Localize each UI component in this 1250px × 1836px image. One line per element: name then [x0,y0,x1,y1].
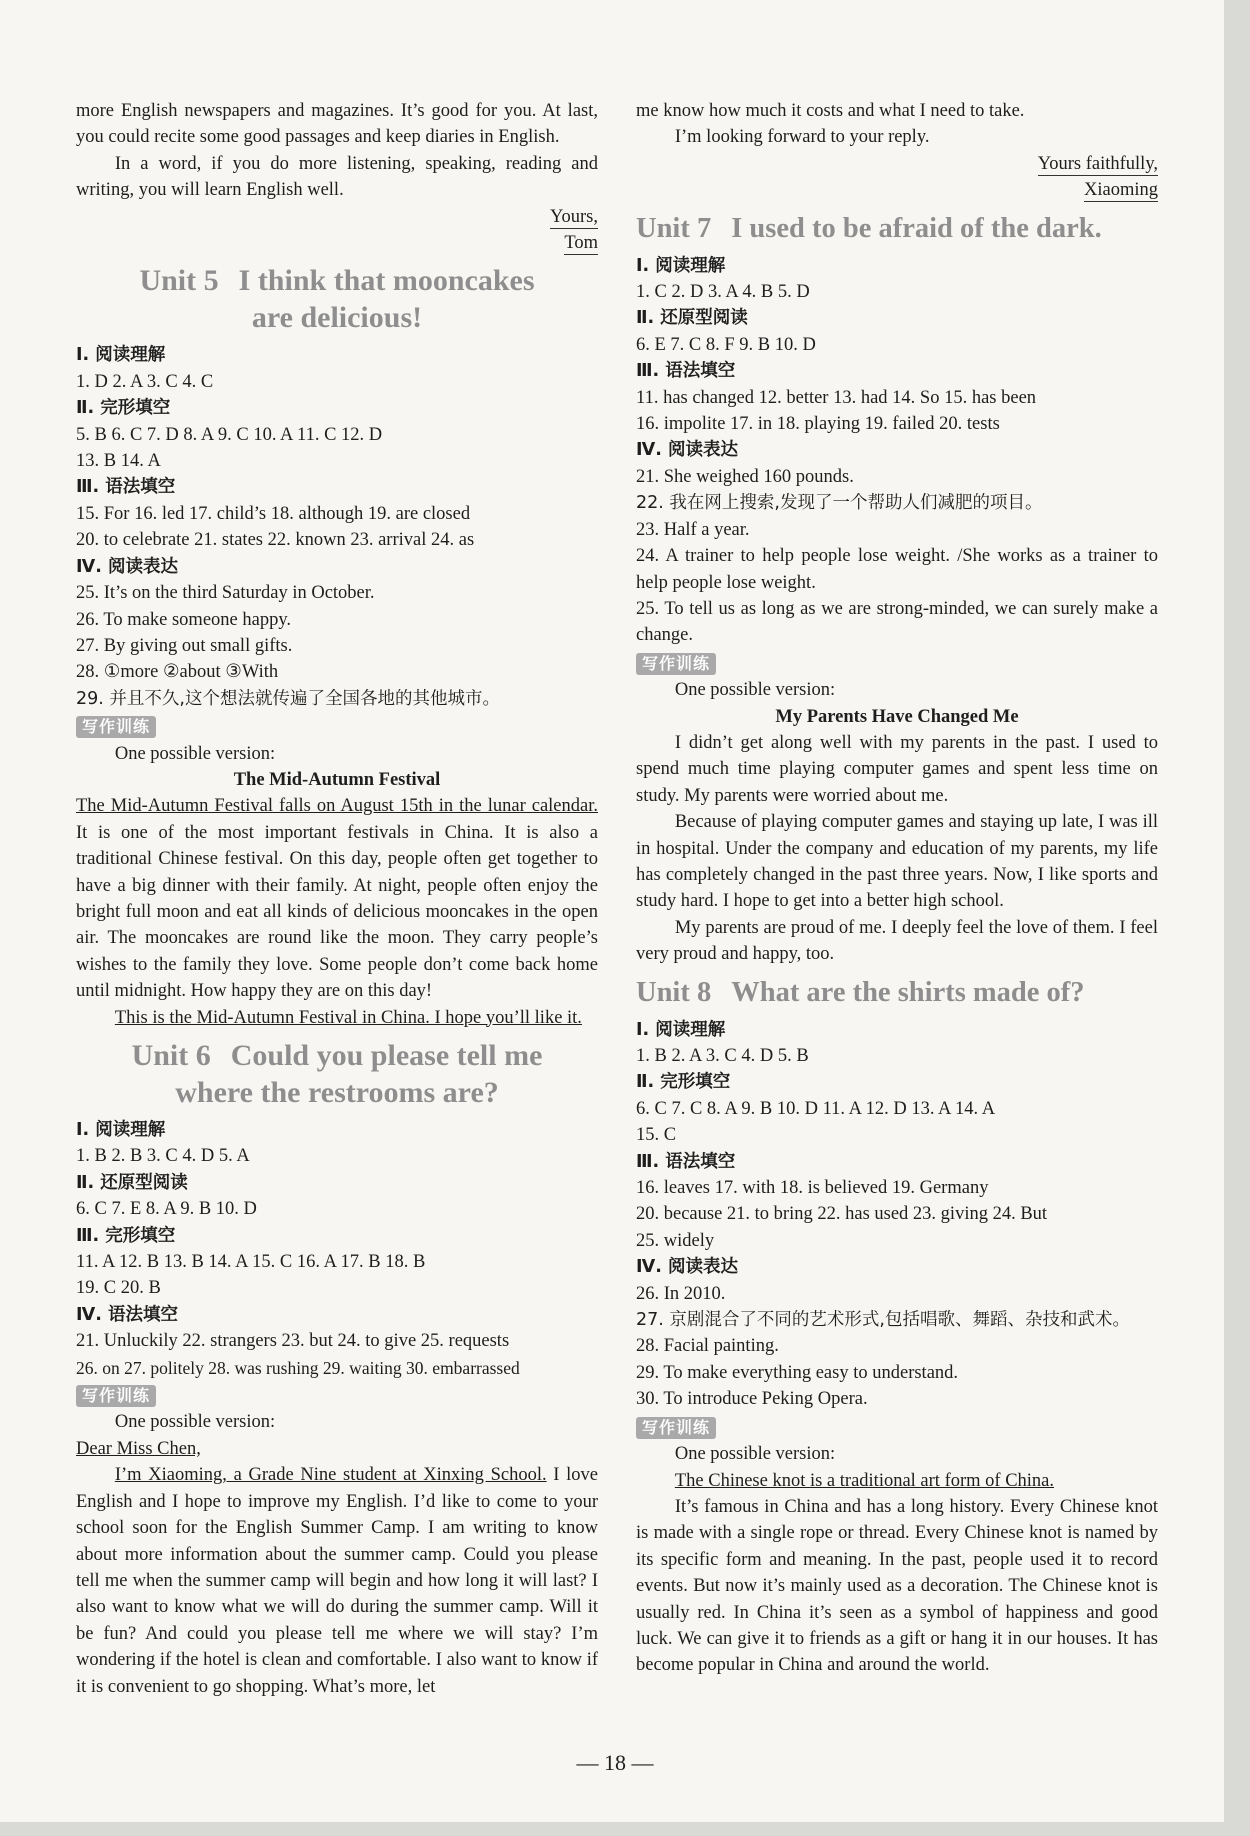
answer-line: 29. 并且不久,这个想法就传遍了全国各地的其他城市。 [76,688,500,709]
essay-title: The Mid-Autumn Festival [233,769,441,790]
essay-title: My Parents Have Changed Me [775,706,1019,727]
essay-body: It is one of the most important festivals in China. It is also a traditional Chinese festival. On this day, people often get together to have a big dinner with their family. At night, people often enjoy the bright full moon and eat all kinds of delicious mooncakes in the open air. The mooncakes are round like the moon. They carry people’s wishes to the family they love. Some people don’t come back home until midnight. How happy they are on this day! [76,822,598,1002]
section-heading: Ⅰ. 阅读理解 [636,255,726,276]
answer-line: 25. It’s on the third Saturday in October. [76,583,375,604]
answer-line: 20. because 21. to bring 22. has used 23. giving 24. But [636,1204,1048,1225]
right-column [636,98,1158,1679]
version-label: One possible version: [674,680,836,701]
paragraph: I’m looking forward to your reply. [674,127,930,148]
page-number: — 18 — [576,1750,654,1775]
signature-closing: Yours, [550,206,598,227]
topic-sentence: The Chinese knot is a traditional art form of China. [674,1470,1055,1491]
answer-line: 11. A 12. B 13. B 14. A 15. C 16. A 17. B 18. B [76,1252,426,1273]
signature-block [76,204,598,257]
answer-line: 27. By giving out small gifts. [76,635,293,656]
section-heading: Ⅰ. 阅读理解 [636,1019,726,1040]
unit-number: Unit 5 [139,264,219,298]
answer-line: 26. In 2010. [636,1283,726,1304]
answer-line: 22. 我在网上搜索,发现了一个帮助人们减肥的项目。 [636,493,1043,514]
answer-line: 21. She weighed 160 pounds. [636,466,854,487]
answer-line: 16. leaves 17. with 18. is believed 19. Germany [636,1178,989,1199]
section-heading: Ⅲ. 语法填空 [636,361,736,382]
answer-line: 25. widely [636,1230,715,1251]
answer-line: 6. C 7. C 8. A 9. B 10. D 11. A 12. D 13. A 14. A [636,1098,996,1119]
letter-paragraph [76,1462,598,1700]
unit8-title [636,974,1158,1011]
essay-paragraph [76,793,598,1004]
answer-line: 13. B 14. A [76,451,161,472]
signature-closing: Yours faithfully, [1037,153,1158,174]
answer-line: 6. C 7. E 8. A 9. B 10. D [76,1199,257,1220]
answer-line: 5. B 6. C 7. D 8. A 9. C 10. A 11. C 12. D [76,424,383,445]
unit-number: Unit 8 [636,976,712,1008]
topic-sentence: I’m Xiaoming, a Grade Nine student at Xinxing School. [114,1465,547,1486]
answer-line: 30. To introduce Peking Opera. [636,1389,868,1410]
section-heading: Ⅲ. 完形填空 [76,1225,176,1246]
unit-title-line: Could you please tell me [230,1039,543,1072]
version-label: One possible version: [114,743,276,764]
signature-name: Tom [564,233,598,254]
section-heading: Ⅳ. 语法填空 [76,1304,178,1325]
section-heading: Ⅱ. 完形填空 [76,398,171,419]
essay-paragraph [636,1468,1158,1494]
paragraph: me know how much it costs and what I need to take. [636,101,1025,121]
unit-title-line: I used to be afraid of the dark. [731,212,1102,244]
scan-edge-right [1224,0,1250,1836]
answer-line: 15. For 16. led 17. child’s 18. although 19. are closed [76,503,471,524]
answer-line: 20. to celebrate 21. states 22. known 23. arrival 24. as [76,530,475,551]
answer-line: 16. impolite 17. in 18. playing 19. failed 20. tests [636,414,1000,435]
answer-line: 15. C [636,1125,677,1146]
answer-line: 28. Facial painting. [636,1336,779,1357]
writing-practice-badge: 写作训练 [636,1417,716,1439]
essay-paragraph: It’s famous in China and has a long history. Every Chinese knot is made with a single rope or thread. Every Chinese knot is named by its specific form and meaning. In the past, people used it to record events. But now it’s mainly used as a decoration. The Chinese knot is usually red. In China it’s seen as a symbol of happiness and good luck. We can give it to friends as a gift or hang it in our houses. It has become popular in China and around the world. [636,1496,1158,1676]
version-label: One possible version: [114,1412,276,1433]
answer-line: 26. on 27. politely 28. was rushing 29. waiting 30. embarrassed [76,1357,520,1378]
essay-paragraph: I didn’t get along well with my parents in the past. I used to spend much time playing computer games and spent less time on study. My parents were worried about me. [636,732,1158,806]
concluding-sentence: This is the Mid-Autumn Festival in China. I hope you’ll like it. [114,1007,582,1028]
version-label: One possible version: [674,1444,836,1465]
section-heading: Ⅱ. 还原型阅读 [636,308,748,329]
unit-number: Unit 7 [636,212,712,244]
answer-line: 1. D 2. A 3. C 4. C [76,371,214,392]
topic-sentence: The Mid-Autumn Festival falls on August 15th in the lunar calendar. [76,796,598,817]
writing-practice-badge: 写作训练 [76,716,156,738]
answer-line: 27. 京剧混合了不同的艺术形式,包括唱歌、舞蹈、杂技和武术。 [636,1310,1130,1331]
letter-greeting [76,1436,598,1462]
section-heading: Ⅰ. 阅读理解 [76,345,166,366]
unit5-title [76,262,598,336]
answer-line: 23. Half a year. [636,519,750,540]
section-heading: Ⅱ. 还原型阅读 [76,1172,188,1193]
paragraph: more English newspapers and magazines. It’s good for you. At last, you could recite some good passages and keep diaries in English. [76,101,598,148]
letter-body: I love English and I hope to improve my English. I’d like to come to your school soon for the English Summer Camp. I am writing to know about more information about the summer camp. Could you please tell me when the summer camp will begin and how long it will last? I also want to know what we will do during the summer camp. Will it be fun? And could you please tell me where we will stay? I’m wondering if the hotel is clean and comfortable. I also want to know if it is convenient to go shopping. What’s more, let [76,1465,599,1697]
section-heading: Ⅳ. 阅读表达 [636,440,738,461]
writing-practice-badge: 写作训练 [636,653,716,675]
answer-line: 21. Unluckily 22. strangers 23. but 24. to give 25. requests [76,1331,510,1352]
section-heading: Ⅲ. 语法填空 [636,1151,736,1172]
greeting-text: Dear Miss Chen, [76,1438,201,1459]
unit-title-line: What are the shirts made of? [731,976,1085,1008]
left-column [76,98,598,1700]
essay-paragraph: Because of playing computer games and staying up late, I was ill in hospital. Under the company and education of my parents, my life has completely changed in the past three years. Now, I like sports and study hard. I hope to get into a better high school. [636,812,1158,912]
unit-number: Unit 6 [131,1039,211,1072]
answer-line: 29. To make everything easy to understand. [636,1362,959,1383]
signature-name: Xiaoming [1084,180,1158,201]
section-heading: Ⅳ. 阅读表达 [636,1257,738,1278]
answer-line: 28. ①more ②about ③With [76,662,279,683]
unit-title-line: are delicious! [251,301,423,335]
unit-title-line: where the restrooms are? [175,1076,499,1109]
answer-line: 25. To tell us as long as we are strong-minded, we can surely make a change. [636,598,1158,646]
unit-title-line: I think that mooncakes [238,264,535,298]
unit7-title [636,210,1158,247]
unit6-title [76,1037,598,1111]
section-heading: Ⅳ. 阅读表达 [76,556,178,577]
paragraph: In a word, if you do more listening, speaking, reading and writing, you will learn English well. [76,153,598,201]
section-heading: Ⅱ. 完形填空 [636,1072,731,1093]
essay-paragraph [76,1005,598,1031]
section-heading: Ⅲ. 语法填空 [76,477,176,498]
answer-line: 11. has changed 12. better 13. had 14. So 15. has been [636,387,1037,408]
writing-practice-badge: 写作训练 [76,1385,156,1407]
answer-line: 6. E 7. C 8. F 9. B 10. D [636,334,816,355]
answer-line: 19. C 20. B [76,1278,161,1299]
answer-line: 24. A trainer to help people lose weight. /She works as a trainer to help people lose weight. [636,546,1158,593]
answer-line: 26. To make someone happy. [76,609,292,630]
essay-paragraph: My parents are proud of me. I deeply feel the love of them. I feel very proud and happy, too. [636,917,1158,965]
answer-line: 1. B 2. B 3. C 4. D 5. A [76,1146,250,1167]
scan-edge-bottom [0,1822,1250,1836]
section-heading: Ⅰ. 阅读理解 [76,1120,166,1140]
signature-block [636,151,1158,204]
answer-line: 1. C 2. D 3. A 4. B 5. D [636,282,810,303]
answer-line: 1. B 2. A 3. C 4. D 5. B [636,1046,809,1066]
